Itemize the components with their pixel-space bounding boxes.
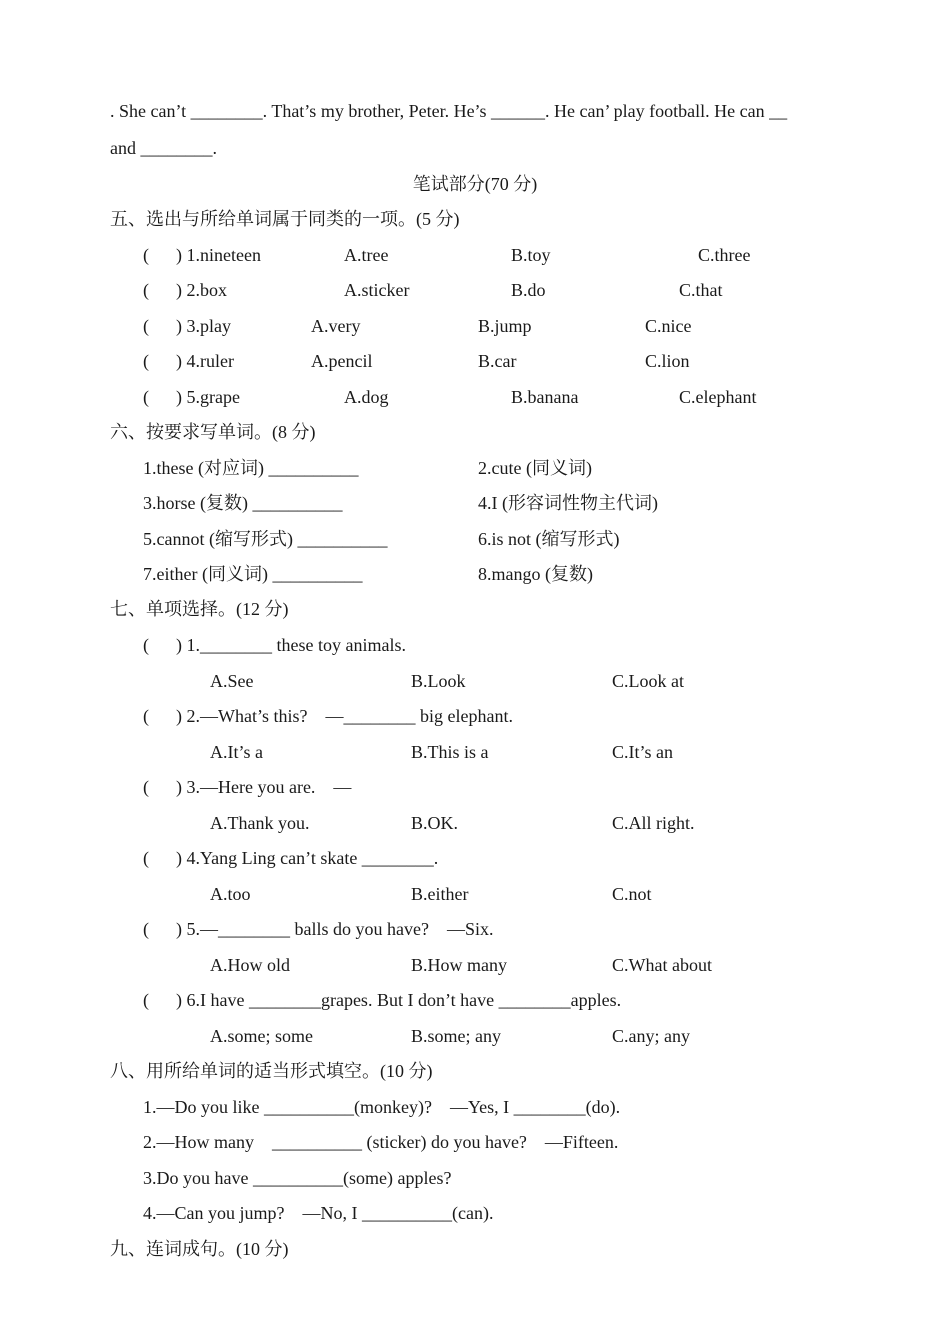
- s7-q3-option-a: A.Thank you.: [210, 813, 310, 833]
- s5-q5-option-a: A.dog: [344, 387, 389, 407]
- s8-item-2: 2.—How many __________ (sticker) do you have? —Fifteen.: [143, 1132, 619, 1152]
- s7-q4-option-a: A.too: [210, 884, 251, 904]
- s7-q2-option-a: A.It’s a: [210, 742, 263, 762]
- s5-q3: ( ) 3.play: [143, 316, 231, 336]
- s8-item-4: 4.—Can you jump? —No, I __________(can).: [143, 1203, 494, 1223]
- s7-q6: ( ) 6.I have ________grapes. But I don’t have ________apples.: [143, 990, 622, 1010]
- s7-q1-option-c: C.Look at: [612, 671, 684, 691]
- s7-q4-option-b: B.either: [411, 884, 469, 904]
- s5-q2-option-b: B.do: [511, 280, 546, 300]
- s7-q4-option-c: C.not: [612, 884, 652, 904]
- section7-heading: 七、单项选择。(12 分): [110, 599, 289, 619]
- s7-q2: ( ) 2.—What’s this? —________ big elephant.: [143, 706, 513, 726]
- written-part-title: 笔试部分(70 分): [412, 174, 538, 194]
- s7-q3-option-b: B.OK.: [411, 813, 459, 833]
- s7-q5-option-a: A.How old: [210, 955, 290, 975]
- s6-item-5: 5.cannot (缩写形式) __________: [143, 529, 388, 549]
- s7-q3-option-c: C.All right.: [612, 813, 695, 833]
- s5-q4-option-b: B.car: [478, 351, 517, 371]
- s6-item-2: 2.cute (同义词): [478, 458, 592, 478]
- s5-q5-option-b: B.banana: [511, 387, 579, 407]
- s5-q1-option-b: B.toy: [511, 245, 551, 265]
- s6-item-8: 8.mango (复数): [478, 564, 593, 584]
- s5-q4: ( ) 4.ruler: [143, 351, 234, 371]
- s7-q5: ( ) 5.—________ balls do you have? —Six.: [143, 919, 494, 939]
- s7-q6-option-b: B.some; any: [411, 1026, 501, 1046]
- s7-q1: ( ) 1.________ these toy animals.: [143, 635, 406, 655]
- s5-q1-option-c: C.three: [698, 245, 751, 265]
- s7-q5-option-b: B.How many: [411, 955, 507, 975]
- section8-heading: 八、用所给单词的适当形式填空。(10 分): [110, 1061, 433, 1081]
- s5-q2-option-c: C.that: [679, 280, 723, 300]
- s7-q1-option-a: A.See: [210, 671, 254, 691]
- s5-q4-option-a: A.pencil: [311, 351, 373, 371]
- s7-q2-option-c: C.It’s an: [612, 742, 673, 762]
- s5-q3-option-a: A.very: [311, 316, 361, 336]
- s7-q4: ( ) 4.Yang Ling can’t skate ________.: [143, 848, 439, 868]
- s8-item-3: 3.Do you have __________(some) apples?: [143, 1168, 452, 1188]
- s5-q2: ( ) 2.box: [143, 280, 227, 300]
- s5-q1-option-a: A.tree: [344, 245, 389, 265]
- s5-q5: ( ) 5.grape: [143, 387, 240, 407]
- s5-q4-option-c: C.lion: [645, 351, 690, 371]
- s7-q5-option-c: C.What about: [612, 955, 712, 975]
- s5-q3-option-b: B.jump: [478, 316, 532, 336]
- s8-item-1: 1.—Do you like __________(monkey)? —Yes, I ________(do).: [143, 1097, 621, 1117]
- s5-q1: ( ) 1.nineteen: [143, 245, 261, 265]
- s7-q1-option-b: B.Look: [411, 671, 466, 691]
- s7-q6-option-a: A.some; some: [210, 1026, 313, 1046]
- section5-heading: 五、选出与所给单词属于同类的一项。(5 分): [110, 209, 460, 229]
- s5-q3-option-c: C.nice: [645, 316, 692, 336]
- s6-item-7: 7.either (同义词) __________: [143, 564, 363, 584]
- s6-item-6: 6.is not (缩写形式): [478, 529, 620, 549]
- s7-q3: ( ) 3.—Here you are. —: [143, 777, 352, 797]
- intro-line-2: and ________.: [110, 138, 217, 158]
- s7-q2-option-b: B.This is a: [411, 742, 489, 762]
- s6-item-3: 3.horse (复数) __________: [143, 493, 343, 513]
- s5-q2-option-a: A.sticker: [344, 280, 410, 300]
- s7-q6-option-c: C.any; any: [612, 1026, 690, 1046]
- section9-heading: 九、连词成句。(10 分): [110, 1239, 289, 1259]
- s6-item-1: 1.these (对应词) __________: [143, 458, 359, 478]
- s5-q5-option-c: C.elephant: [679, 387, 757, 407]
- intro-line-1: . She can’t ________. That’s my brother, Peter. He’s ______. He can’ play football. He can __: [110, 101, 788, 121]
- s6-item-4: 4.I (形容词性物主代词): [478, 493, 658, 513]
- section6-heading: 六、按要求写单词。(8 分): [110, 422, 316, 442]
